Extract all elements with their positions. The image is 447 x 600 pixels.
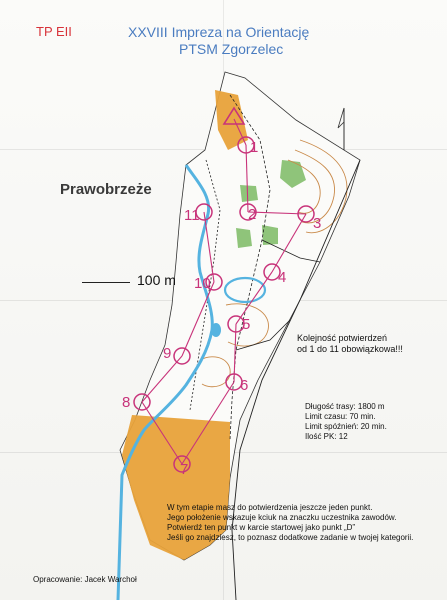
vegetation-area xyxy=(240,185,258,202)
category-label: TP EII xyxy=(36,24,72,39)
checkpoint-count: Ilość PK: 12 xyxy=(305,432,348,441)
vegetation-area xyxy=(262,225,278,245)
scale-bar xyxy=(82,282,130,283)
control-number-10: 10 xyxy=(194,275,211,292)
note-line3: Potwierdź ten punkt w karcie startowej jako punkt „D” xyxy=(167,523,356,532)
event-title: XXVIII Impreza na Orientację xyxy=(128,24,310,40)
time-limit: Limit czasu: 70 min. xyxy=(305,412,376,421)
control-number-3: 3 xyxy=(313,215,322,232)
scale-label: 100 m xyxy=(137,272,176,288)
late-limit: Limit spóźnień: 20 min. xyxy=(305,422,387,431)
vegetation-area xyxy=(236,228,252,248)
note-line1: W tym etapie masz do potwierdzenia jeszcze jeden punkt. xyxy=(167,503,373,512)
north-arrow-icon xyxy=(338,108,344,150)
control-number-6: 6 xyxy=(240,377,249,394)
control-number-4: 4 xyxy=(278,269,287,286)
author-credit: Opracowanie: Jacek Warchoł xyxy=(33,575,137,584)
place-name: Prawobrzeże xyxy=(60,181,152,198)
note-line2: Jego położenie wskazuje kciuk na znaczku uczestnika zawodów. xyxy=(167,513,397,522)
order-instruction-line2: od 1 do 11 obowiązkowa!!! xyxy=(297,344,403,354)
event-organizer: PTSM Zgorzelec xyxy=(179,41,284,57)
control-number-11: 11 xyxy=(184,207,200,224)
control-number-9: 9 xyxy=(163,345,172,362)
control-number-7: 7 xyxy=(180,461,189,478)
course-length: Długość trasy: 1800 m xyxy=(305,402,385,411)
control-number-2: 2 xyxy=(248,206,257,223)
control-number-5: 5 xyxy=(242,316,251,333)
note-line4: Jeśli go znajdziesz, to poznasz dodatkowe zadanie w twojej kategorii. xyxy=(167,533,414,542)
control-number-1: 1 xyxy=(250,139,259,156)
control-number-8: 8 xyxy=(122,394,131,411)
pond xyxy=(211,323,221,337)
order-instruction-line1: Kolejność potwierdzeń xyxy=(297,333,388,343)
